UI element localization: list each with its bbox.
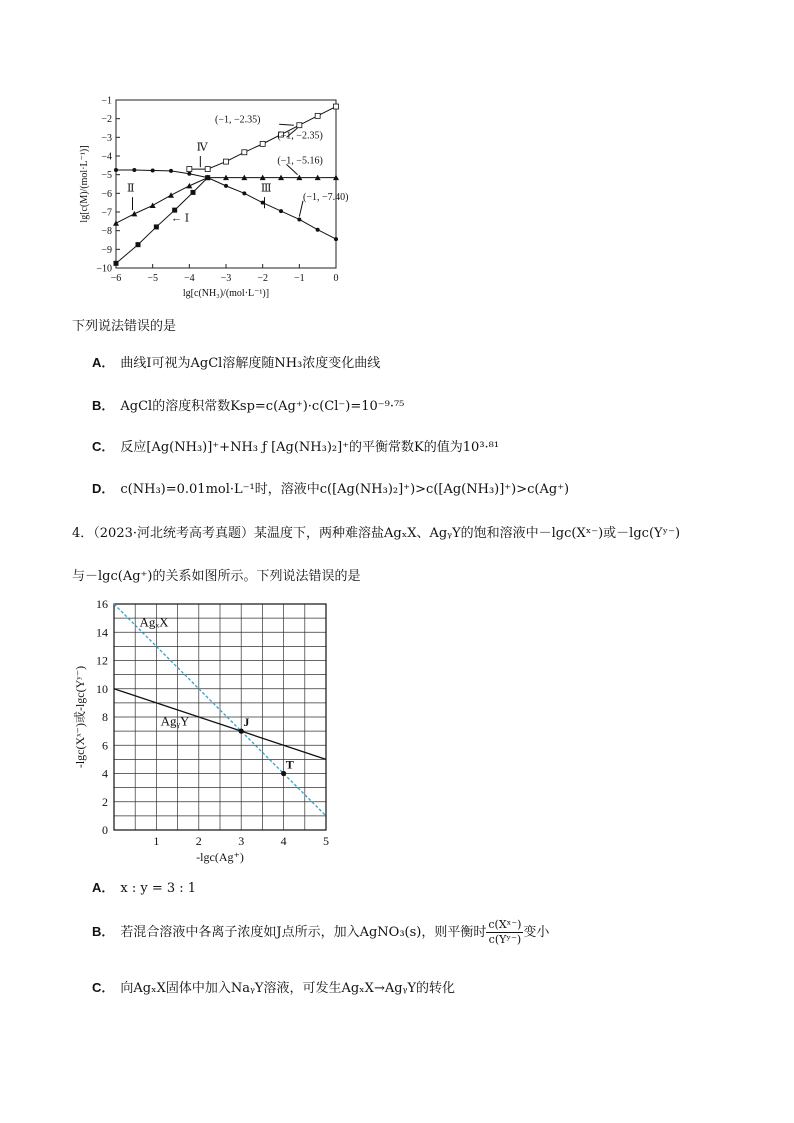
dot-point xyxy=(334,237,338,241)
square-point xyxy=(114,261,119,266)
silver-salt-chart xyxy=(70,590,350,865)
ratio-denominator: c(Yʸ⁻) xyxy=(488,933,522,946)
dot-point xyxy=(206,176,210,180)
coordinate-annotation: (−1, −7.40) xyxy=(303,191,349,203)
open-point xyxy=(205,167,210,172)
open-point xyxy=(260,141,265,146)
dot-point xyxy=(316,228,320,232)
point-J xyxy=(239,729,244,734)
dot-point xyxy=(151,169,155,173)
y-tick-label: 10 xyxy=(96,681,108,696)
dot-point xyxy=(132,168,136,172)
ratio-numerator: c(Xˣ⁻) xyxy=(488,918,522,931)
dot-point xyxy=(187,172,191,176)
y-tick-label: 14 xyxy=(96,625,108,640)
curve-label-I: ← Ⅰ xyxy=(171,212,190,225)
coordinate-annotation: (−1, −5.16) xyxy=(277,155,323,167)
y-tick-label: −8 xyxy=(101,226,112,238)
triangle-point xyxy=(113,220,119,226)
option-text: 曲线Ⅰ可视为AgCl溶解度随NH₃浓度变化曲线 xyxy=(120,356,381,371)
point-label-T: T xyxy=(285,757,294,772)
q3-option-b[interactable] xyxy=(92,395,404,414)
option-text: 向AgₓX固体中加入NaᵧY溶液，可发生AgₓX→AgᵧY的转化 xyxy=(120,981,456,996)
open-point xyxy=(315,113,320,118)
x-tick-label: −4 xyxy=(184,273,195,284)
q4-option-c[interactable] xyxy=(92,977,455,996)
option-text-pre: 若混合溶液中各离子浓度如J点所示，加入AgNO₃(s)，则平衡时 xyxy=(120,925,487,940)
option-text-post: 变小 xyxy=(523,925,550,940)
curve-label-III: Ⅲ xyxy=(260,182,272,195)
point-T xyxy=(281,771,286,776)
option-label: B． xyxy=(92,924,115,939)
x-tick-label: −6 xyxy=(110,273,122,284)
series-line-Ⅲ xyxy=(116,170,336,239)
open-point xyxy=(224,159,229,164)
y-tick-label: 2 xyxy=(102,794,108,809)
open-point xyxy=(334,104,339,109)
annotation-arrow xyxy=(279,124,294,125)
x-tick-label: 5 xyxy=(323,834,329,848)
x-axis-label: -lgc(Ag⁺) xyxy=(196,850,244,864)
dot-point xyxy=(297,217,301,221)
y-tick-label: −10 xyxy=(96,263,112,275)
y-tick-label: −4 xyxy=(101,151,112,163)
triangle-point xyxy=(186,183,192,189)
open-point xyxy=(297,123,302,128)
q4-option-a[interactable] xyxy=(92,877,196,896)
q4-stem-line1: 4．（2023·河北统考高考真题）某温度下，两种难溶盐AgₓX、AgᵧY的饱和溶液中－lgc(Xˣ⁻)或－lgc(Yʸ⁻) xyxy=(72,526,681,541)
option-label: A． xyxy=(92,880,115,895)
square-point xyxy=(136,242,141,247)
dot-point xyxy=(114,168,118,172)
x-tick-label: −3 xyxy=(220,273,232,284)
option-text: AgCl的溶度积常数Ksp=c(Ag⁺)·c(Cl⁻)=10⁻⁹·⁷⁵ xyxy=(120,399,405,414)
option-label: C． xyxy=(92,439,115,454)
q4-stem-line2: 与－lgc(Ag⁺)的关系如图所示。下列说法错误的是 xyxy=(72,569,361,584)
curve-label-II: Ⅱ xyxy=(127,182,135,195)
x-tick-label: −1 xyxy=(294,273,305,284)
option-text: x : y = 3 : 1 xyxy=(120,881,197,896)
series-label-AgyY: AgᵧY xyxy=(160,713,190,729)
y-tick-label: 4 xyxy=(102,766,108,781)
dot-point xyxy=(224,184,228,188)
option-label: A． xyxy=(92,355,115,370)
y-tick-label: 12 xyxy=(96,653,108,668)
x-tick-label: 0 xyxy=(333,273,339,284)
y-tick-label: 6 xyxy=(102,738,108,753)
option-label: C． xyxy=(92,980,115,995)
y-tick-label: −7 xyxy=(101,207,112,219)
y-tick-label: 16 xyxy=(96,597,108,611)
x-axis-label: lg[c(NH₃)/(mol·L⁻¹)] xyxy=(182,288,270,299)
q3-prompt: 下列说法错误的是 xyxy=(72,319,177,334)
square-point xyxy=(191,190,196,195)
x-tick-label: 1 xyxy=(153,834,160,848)
y-axis-label: lg[c(M)/(mol·L⁻¹)] xyxy=(79,145,90,223)
option-text: 反应[Ag(NH₃)]⁺+NH₃ ƒ [Ag(NH₃)₂]⁺的平衡常数K的值为10³·⁸¹ xyxy=(120,440,500,455)
concentration-ratio xyxy=(486,918,523,947)
q3-option-a[interactable] xyxy=(92,352,380,371)
y-tick-label: 8 xyxy=(102,710,108,724)
curve-label-IV: Ⅳ xyxy=(196,141,208,154)
triangle-point xyxy=(168,192,174,198)
option-text: c(NH₃)=0.01mol·L⁻¹时，溶液中c([Ag(NH₃)₂]⁺)>c([Ag(NH₃)]⁺)>c(Ag⁺) xyxy=(120,482,570,497)
y-tick-label: −9 xyxy=(101,244,112,256)
x-tick-label: −5 xyxy=(147,273,158,284)
open-point xyxy=(242,150,247,155)
y-tick-label: −5 xyxy=(101,170,112,182)
y-tick-label: 0 xyxy=(102,823,108,837)
coordinate-annotation: (−1, −2.35) xyxy=(277,130,323,142)
option-label: B． xyxy=(92,398,115,413)
x-tick-label: 4 xyxy=(280,834,287,848)
triangle-point xyxy=(150,202,156,208)
square-point xyxy=(154,224,159,229)
q4-option-b[interactable] xyxy=(92,918,549,947)
x-tick-label: −2 xyxy=(257,273,268,284)
dot-point xyxy=(279,209,283,213)
y-tick-label: −1 xyxy=(101,95,112,107)
coordinate-annotation: (−1, −2.35) xyxy=(215,114,261,126)
q3-option-d[interactable] xyxy=(92,478,569,497)
q3-option-c[interactable] xyxy=(92,436,499,455)
y-tick-label: −3 xyxy=(101,132,112,144)
y-tick-label: −2 xyxy=(101,114,112,126)
triangle-point xyxy=(131,211,137,217)
dot-point xyxy=(169,169,173,173)
series-label-AgxX: AgₓX xyxy=(139,614,169,630)
x-tick-label: 2 xyxy=(195,834,202,848)
nh3-concentration-chart xyxy=(70,88,360,310)
y-axis-label: -lgc(Xˣ⁻)或-lgc(Yʸ⁻) xyxy=(73,665,87,769)
x-tick-label: 3 xyxy=(238,834,245,848)
y-tick-label: −6 xyxy=(101,188,112,200)
option-label: D． xyxy=(92,481,115,496)
point-label-J: J xyxy=(243,715,250,730)
open-point xyxy=(187,167,192,172)
annotation-arrow xyxy=(299,201,303,217)
dot-point xyxy=(242,191,246,195)
